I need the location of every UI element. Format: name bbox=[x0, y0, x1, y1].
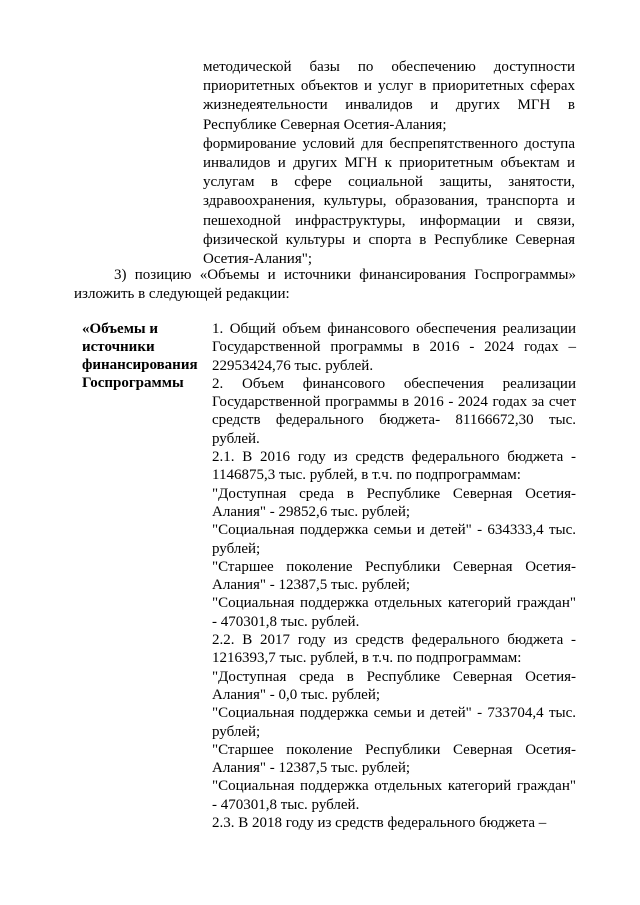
year-2018-item: 2.3. В 2018 году из средств федерального бюджета – bbox=[212, 815, 547, 832]
subprogram-item: "Старшее поколение Республики Северная Осетия-Алания" - 12387,5 тыс. рублей; bbox=[212, 741, 576, 777]
paragraph-methodical-base: методической базы по обеспечению доступности приоритетных объектов и услуг в приоритетных сферах жизнедеятельности инвалидов и других МГН в Республике Северная Осетия-Алания; bbox=[203, 59, 575, 133]
year-2017-item: 2.2. В 2017 году из средств федерального бюджета - 1216393,7 тыс. рублей, в т.ч. по подпрограммам: bbox=[212, 632, 576, 667]
subprogram-item: "Старшее поколение Республики Северная Осетия-Алания" - 12387,5 тыс. рублей; bbox=[212, 558, 576, 594]
financing-label bbox=[82, 320, 202, 392]
label-line: «Объемы и bbox=[82, 321, 159, 337]
label-line: финансирования bbox=[82, 357, 198, 373]
subprogram-item: "Социальная поддержка отдельных категорий граждан" - 470301,8 тыс. рублей. bbox=[212, 778, 576, 813]
subprogram-item: "Доступная среда в Республике Северная Осетия-Алания" - 29852,6 тыс. рублей; bbox=[212, 485, 576, 520]
subprogram-item: "Социальная поддержка отдельных категорий граждан" - 470301,8 тыс. рублей. bbox=[212, 595, 576, 630]
subprogram-item: "Социальная поддержка семьи и детей" - 634333,4 тыс. рублей; bbox=[212, 522, 576, 557]
paragraph-accessibility-conditions: формирование условий для беспрепятственного доступа инвалидов и других МГН к приоритетным объектам и услугам в сфере социальной защиты, занятости, здравоохранения, культуры, образования, транспорта и пешеходной инфраструктуры, информации и связи, физической культуры и спорта в Республике Северная Осетия-Алания"; bbox=[203, 135, 575, 268]
financing-content bbox=[212, 320, 576, 832]
label-line: источники bbox=[82, 339, 155, 355]
continued-goals-text bbox=[203, 58, 575, 269]
subprogram-item: "Доступная среда в Республике Северная Осетия-Алания" - 0,0 тыс. рублей; bbox=[212, 668, 576, 703]
subprogram-item: "Социальная поддержка семьи и детей" - 733704,4 тыс. рублей; bbox=[212, 705, 576, 740]
year-2016-item: 2.1. В 2016 году из средств федерального бюджета - 1146875,3 тыс. рублей, в т.ч. по подпрограммам: bbox=[212, 449, 576, 484]
total-financing-item: 1. Общий объем финансового обеспечения реализации Государственной программы в 2016 - 2024 годах – 22953424,76 тыс. рублей. bbox=[212, 321, 576, 374]
federal-financing-item: 2. Объем финансового обеспечения реализации Государственной программы в 2016 - 2024 годах за счет средств федерального бюджета- 81166672,30 тыс. рублей. bbox=[212, 375, 576, 447]
amendment-intro: 3) позицию «Объемы и источники финансирования Госпрограммы» изложить в следующей редакции: bbox=[74, 267, 576, 303]
label-line: Госпрограммы bbox=[82, 375, 184, 391]
